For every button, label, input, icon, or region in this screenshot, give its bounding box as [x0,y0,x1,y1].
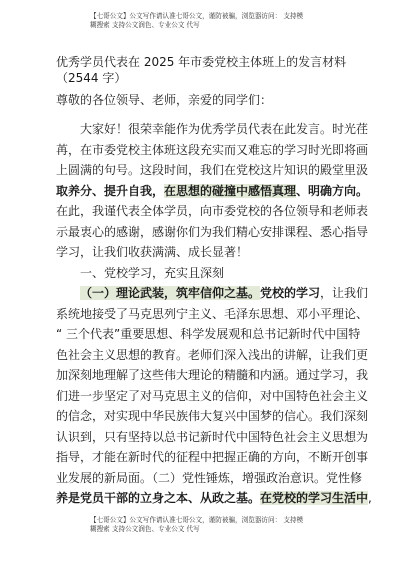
plain-phrase: ，让我们 [320,286,369,300]
text-line: 苒，在市委党校主体班这段充实而又难忘的学习时光即将画 [56,142,369,157]
plain-phrase: , [368,491,372,505]
page-header-watermark [90,12,380,30]
subheading-theory: （一）理论武装，筑牢信仰之基。 [80,286,261,300]
text-line: 示最衷心的感谢，感谢你们为我们精心安排课程、悉心指导 [56,224,369,239]
header-line-2: 糊搜索 支持公文润色、专业公文 代写 [90,21,200,29]
text-line: 指导，才能在新时代的征程中把握正确的方向，不断开创事 [56,450,369,464]
text-line: 学习，让我们收获满满、成长显著！ [56,245,249,259]
document-title [56,54,396,86]
header-line-1: 【七哥公文】公文写作请认准七哥公文，谨防被骗，浏览器访问： 支持模 [90,12,304,20]
text-line: 们进一步坚定了对马克思主义的信仰，对中国特色社会主义 [56,388,369,403]
text-line: 在此，我谨代表全体学员，向市委党校的各位领导和老师表 [56,204,369,218]
footer-line-2: 糊搜索 支持公文润色、专业公文 代写 [90,525,200,533]
section-heading: 一、党校学习，充实且深刻 [80,265,225,280]
text-line: 业发展的新局面。（二）党性锤炼，增强政治意识。党性修 [56,470,363,485]
footer-line-1: 【七哥公文】公文写作请认准七哥公文，谨防被骗，浏览器访问： 支持模 [90,516,304,524]
page-footer-watermark [90,516,380,534]
paragraph-theory [56,283,378,509]
bold-phrase: 党校的学习 [260,286,321,300]
text-line: 加深刻地理解了这些伟大理论的精髓和内涵。通过学习，我 [56,368,369,382]
text-line: “ 三个代表”重要思想、科学发展观和总书记新时代中国特 [56,327,361,341]
paragraph-intro [56,119,378,263]
text-line: 系统地接受了马克思列宁主义、毛泽东思想、邓小平理论、 [56,306,369,321]
highlighted-phrase: 在党校的学习生活中 [260,491,369,505]
title-line-1: 优秀学员代表在 2025 年市委党校主体班上的发言材料 [56,55,347,69]
text-line: 色社会主义思想的教育。老师们深入浅出的讲解，让我们更 [56,347,369,362]
text-line: 大家好！很荣幸能作为优秀学员代表在此发言。时光荏 [80,122,369,136]
highlighted-phrase: 在思想的碰撞中感悟真理 [164,183,297,198]
bold-phrase: 养是党员干部的立身之本、从政之基。 [56,491,261,505]
text-line: 的信念，对实现中华民族伟大复兴中国梦的信心。我们深刻 [56,409,369,423]
text-line: 上圆满的句号。这段时间，我们在党校这片知识的殿堂里汲 [56,163,369,177]
bold-phrase: 取养分、提升自我， [56,183,165,198]
text-line [56,283,378,304]
document-body [56,119,378,509]
text-line [56,488,378,509]
text-line [56,181,378,202]
title-word-count: （2544 字） [56,71,127,85]
salutation: 尊敬的各位领导、老师，亲爱的同学们： [56,93,273,107]
text-line: 认识到，只有坚持以总书记新时代中国特色社会主义思想为 [56,429,369,444]
bold-phrase: 、明确方向。 [296,183,369,198]
